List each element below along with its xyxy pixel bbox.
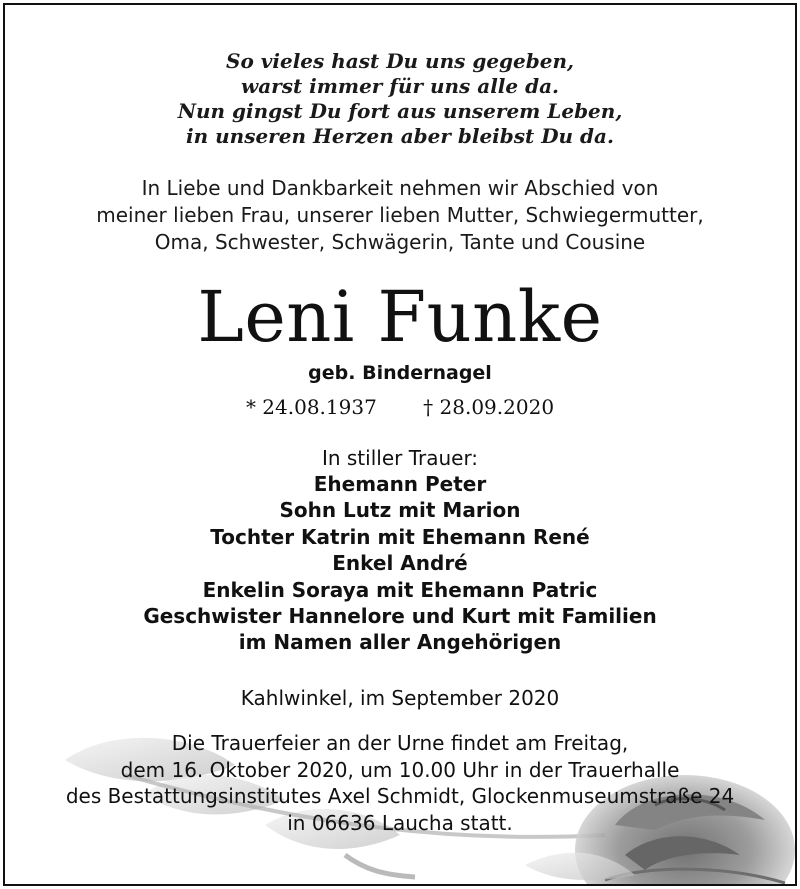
mourning-label: In stiller Trauer: (321, 446, 479, 470)
poem-line: in unseren Herzen aber bleibst Du da. (186, 124, 614, 148)
intro-line: Oma, Schwester, Schwägerin, Tante und Cousine (154, 230, 646, 254)
mourner-entry: Enkelin Soraya mit Ehemann Patric (202, 577, 598, 602)
poem-line: Nun gingst Du fort aus unserem Leben, (177, 99, 623, 123)
mourners-list (5, 471, 795, 656)
poem-line: warst immer für uns alle da. (240, 74, 560, 98)
place-and-date: Kahlwinkel, im September 2020 (240, 686, 560, 710)
ceremony-info (5, 730, 795, 836)
poem (5, 49, 795, 149)
intro-line: In Liebe und Dankbarkeit nehmen wir Abschied von (141, 176, 659, 200)
mourner-entry: Enkel André (332, 551, 468, 576)
ceremony-line: dem 16. Oktober 2020, um 10.00 Uhr in der Trauerhalle (120, 757, 680, 782)
obituary-frame (3, 3, 797, 886)
birth-name: geb. Bindernagel (308, 362, 492, 384)
life-dates (5, 393, 795, 421)
ceremony-line: des Bestattungsinstitutes Axel Schmidt, Glockenmuseumstraße 24 (65, 784, 735, 808)
deceased-name: Leni Funke (197, 276, 603, 358)
intro-line: meiner lieben Frau, unserer lieben Mutter, Schwiegermutter, (96, 203, 704, 227)
ceremony-line: Die Trauerfeier an der Urne findet am Freitag, (171, 731, 629, 755)
poem-line: So vieles hast Du uns gegeben, (226, 49, 574, 73)
mourner-entry: Ehemann Peter (313, 472, 487, 496)
ceremony-line: in 06636 Laucha statt. (287, 810, 513, 835)
mourner-entry: im Namen aller Angehörigen (238, 630, 562, 655)
mourner-entry: Geschwister Hannelore und Kurt mit Familien (143, 604, 657, 629)
mourner-entry: Tochter Katrin mit Ehemann René (210, 524, 590, 549)
mourner-entry: Sohn Lutz mit Marion (279, 498, 521, 523)
birth-date: * 24.08.1937 (245, 395, 377, 419)
intro-text (5, 175, 795, 256)
death-date: † 28.09.2020 (423, 395, 555, 419)
